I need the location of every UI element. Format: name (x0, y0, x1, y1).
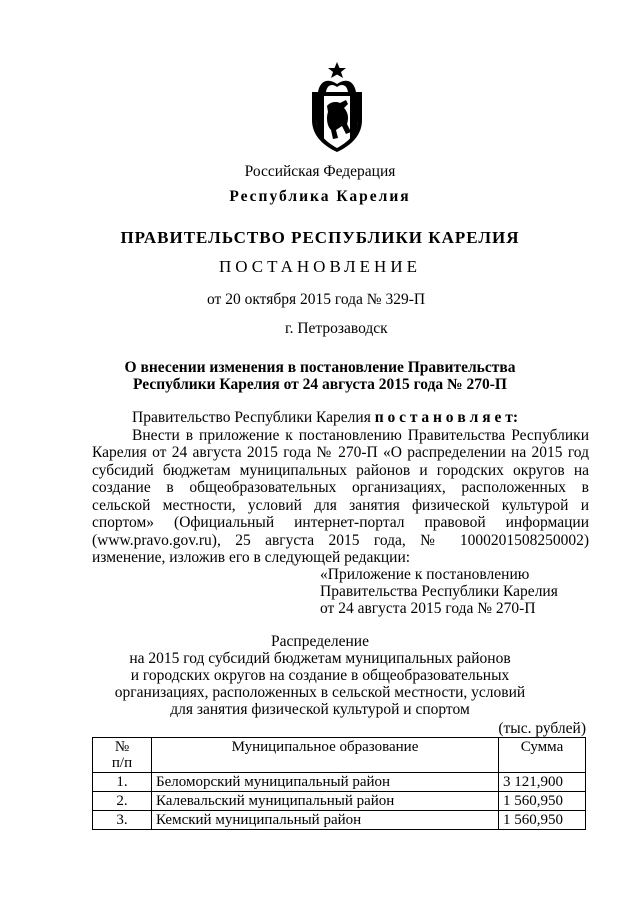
document-title-line-2: Республики Карелия от 24 августа 2015 года № 270-П (133, 376, 507, 393)
appendix-line-1: «Приложение к постановлению (320, 566, 530, 583)
table-header-row (93, 738, 586, 773)
units-label: (тыс. рублей) (498, 720, 586, 737)
distribution-table (92, 737, 586, 830)
row-number: 1. (93, 773, 152, 792)
row-number: 2. (93, 792, 152, 811)
column-header-number (93, 738, 152, 773)
table-row (93, 792, 586, 811)
table-row (93, 811, 586, 830)
row-municipality: Калевальский муниципальный район (152, 792, 499, 811)
column-header-sum: Сумма (499, 738, 586, 773)
column-header-number-line-2: п/п (111, 755, 133, 771)
government-name: ПРАВИТЕЛЬСТВО РЕСПУБЛИКИ КАРЕЛИЯ (120, 228, 520, 247)
document-date-number: от 20 октября 2015 года № 329-П (207, 291, 426, 308)
document-body (92, 409, 589, 567)
distribution-subtitle-1: на 2015 год субсидий бюджетам муниципальных районов (129, 650, 511, 667)
row-sum: 3 121,900 (499, 773, 586, 792)
document-city: г. Петрозаводск (285, 320, 388, 337)
row-sum: 1 560,950 (499, 811, 586, 830)
row-municipality: Кемский муниципальный район (152, 811, 499, 830)
table-row (93, 773, 586, 792)
distribution-subtitle-4: для занятия физической культурой и спортом (170, 701, 470, 718)
resolution-intro (92, 409, 589, 427)
row-municipality: Беломорский муниципальный район (152, 773, 499, 792)
resolution-intro-text: Правительство Республики Карелия (132, 409, 375, 426)
country-name: Российская Федерация (244, 163, 396, 180)
resolution-verb: п о с т а н о в л я е т: (374, 409, 519, 426)
resolution-paragraph: Внести в приложение к постановлению Правительства Республики Карелия от 24 августа 2015 года № 270-П «О распределении на 2015 год субсидий бюджетам муниципальных районов и городских округов на создание в общеобразовательных организациях, расположенных в сельской местности, условий для занятия физической культурой и спортом» (Официальный интернет-портал правовой информации (www.pravo.gov.ru), 25 августа 2015 года, № 1000201508250002) изменение, изложив его в следующей редакции: (92, 426, 589, 566)
distribution-subtitle-2: и городских округов на создание в общеобразовательных (130, 667, 510, 684)
appendix-line-3: от 24 августа 2015 года № 270-П (320, 600, 536, 617)
coat-of-arms-emblem (296, 62, 378, 154)
row-number: 3. (93, 811, 152, 830)
distribution-heading: Распределение (271, 633, 369, 650)
republic-name: Республика Карелия (229, 188, 411, 205)
document-type: ПОСТАНОВЛЕНИЕ (218, 257, 421, 276)
column-header-municipality: Муниципальное образование (152, 738, 499, 773)
appendix-line-2: Правительства Республики Карелия (320, 583, 558, 600)
column-header-number-line-1: № (114, 739, 130, 755)
row-sum: 1 560,950 (499, 792, 586, 811)
document-title-line-1: О внесении изменения в постановление Правительства (124, 359, 516, 376)
distribution-subtitle-3: организациях, расположенных в сельской местности, условий (114, 684, 526, 701)
